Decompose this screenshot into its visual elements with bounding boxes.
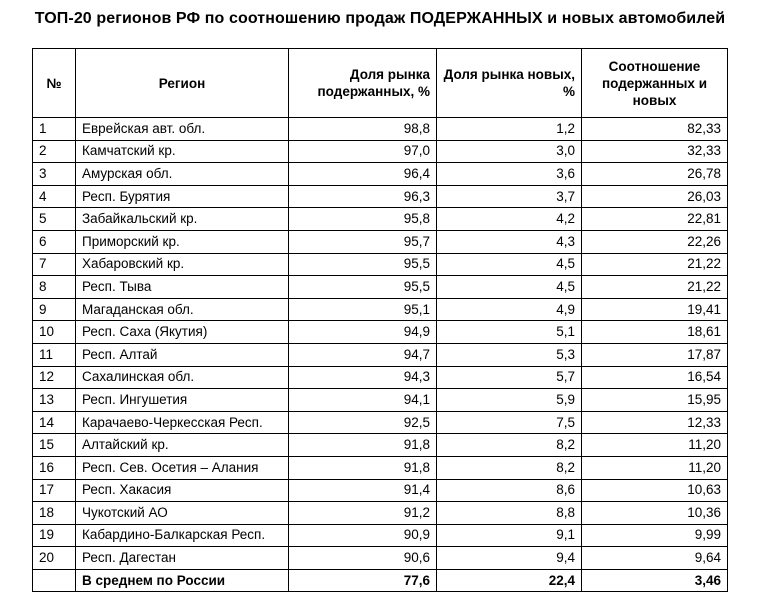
cell-number: 6 bbox=[33, 230, 76, 253]
cell-region: Алтайский кр. bbox=[76, 434, 289, 457]
cell-ratio: 82,33 bbox=[582, 118, 728, 141]
cell-region: Респ. Бурятия bbox=[76, 185, 289, 208]
table-row bbox=[33, 434, 728, 457]
cell-region: Камчатский кр. bbox=[76, 140, 289, 163]
cell-ratio: 10,36 bbox=[582, 502, 728, 525]
cell-used-share: 95,5 bbox=[289, 276, 437, 299]
cell-used-share: 91,8 bbox=[289, 456, 437, 479]
average-used-share: 77,6 bbox=[289, 569, 437, 592]
cell-ratio: 15,95 bbox=[582, 389, 728, 412]
cell-ratio: 22,81 bbox=[582, 208, 728, 231]
cell-number: 2 bbox=[33, 140, 76, 163]
cell-ratio: 11,20 bbox=[582, 434, 728, 457]
cell-new-share: 7,5 bbox=[437, 411, 582, 434]
cell-new-share: 5,3 bbox=[437, 343, 582, 366]
cell-ratio: 26,03 bbox=[582, 185, 728, 208]
cell-region: Амурская обл. bbox=[76, 163, 289, 186]
cell-ratio: 9,64 bbox=[582, 547, 728, 570]
cell-number: 3 bbox=[33, 163, 76, 186]
cell-region: Забайкальский кр. bbox=[76, 208, 289, 231]
cell-region: Кабардино-Балкарская Респ. bbox=[76, 524, 289, 547]
cell-number: 19 bbox=[33, 524, 76, 547]
table-row bbox=[33, 140, 728, 163]
cell-new-share: 4,5 bbox=[437, 253, 582, 276]
cell-region: Приморский кр. bbox=[76, 230, 289, 253]
cell-used-share: 96,3 bbox=[289, 185, 437, 208]
cell-number: 11 bbox=[33, 343, 76, 366]
cell-new-share: 8,6 bbox=[437, 479, 582, 502]
cell-new-share: 8,8 bbox=[437, 502, 582, 525]
table-header-row bbox=[33, 49, 728, 118]
cell-new-share: 8,2 bbox=[437, 434, 582, 457]
cell-region: Магаданская обл. bbox=[76, 298, 289, 321]
cell-used-share: 96,4 bbox=[289, 163, 437, 186]
cell-used-share: 92,5 bbox=[289, 411, 437, 434]
header-used-share: Доля рынка подержанных, % bbox=[289, 49, 437, 118]
cell-number: 8 bbox=[33, 276, 76, 299]
cell-ratio: 21,22 bbox=[582, 276, 728, 299]
cell-new-share: 3,6 bbox=[437, 163, 582, 186]
table-row bbox=[33, 253, 728, 276]
cell-ratio: 17,87 bbox=[582, 343, 728, 366]
cell-region: Респ. Дагестан bbox=[76, 547, 289, 570]
cell-number: 9 bbox=[33, 298, 76, 321]
cell-number: 5 bbox=[33, 208, 76, 231]
cell-used-share: 94,9 bbox=[289, 321, 437, 344]
cell-number-empty bbox=[33, 569, 76, 592]
table-row bbox=[33, 163, 728, 186]
cell-new-share: 1,2 bbox=[437, 118, 582, 141]
cell-used-share: 95,1 bbox=[289, 298, 437, 321]
cell-used-share: 95,5 bbox=[289, 253, 437, 276]
table-row bbox=[33, 185, 728, 208]
average-label: В среднем по России bbox=[76, 569, 289, 592]
cell-region: Еврейская авт. обл. bbox=[76, 118, 289, 141]
cell-used-share: 95,7 bbox=[289, 230, 437, 253]
cell-used-share: 97,0 bbox=[289, 140, 437, 163]
cell-new-share: 4,9 bbox=[437, 298, 582, 321]
cell-ratio: 32,33 bbox=[582, 140, 728, 163]
cell-region: Респ. Саха (Якутия) bbox=[76, 321, 289, 344]
cell-ratio: 19,41 bbox=[582, 298, 728, 321]
table-row bbox=[33, 118, 728, 141]
table-row bbox=[33, 343, 728, 366]
table-row bbox=[33, 208, 728, 231]
cell-number: 7 bbox=[33, 253, 76, 276]
cell-number: 20 bbox=[33, 547, 76, 570]
cell-used-share: 90,9 bbox=[289, 524, 437, 547]
table-row bbox=[33, 230, 728, 253]
cell-region: Респ. Сев. Осетия – Алания bbox=[76, 456, 289, 479]
table-body bbox=[33, 118, 728, 592]
header-region: Регион bbox=[76, 49, 289, 118]
cell-new-share: 8,2 bbox=[437, 456, 582, 479]
cell-number: 13 bbox=[33, 389, 76, 412]
cell-used-share: 94,1 bbox=[289, 389, 437, 412]
cell-region: Хабаровский кр. bbox=[76, 253, 289, 276]
cell-new-share: 5,7 bbox=[437, 366, 582, 389]
cell-number: 1 bbox=[33, 118, 76, 141]
cell-region: Респ. Тыва bbox=[76, 276, 289, 299]
table-row bbox=[33, 456, 728, 479]
table-row bbox=[33, 276, 728, 299]
cell-used-share: 94,7 bbox=[289, 343, 437, 366]
cell-ratio: 21,22 bbox=[582, 253, 728, 276]
cell-used-share: 91,2 bbox=[289, 502, 437, 525]
table-row bbox=[33, 298, 728, 321]
cell-number: 10 bbox=[33, 321, 76, 344]
table-row bbox=[33, 389, 728, 412]
cell-new-share: 4,5 bbox=[437, 276, 582, 299]
cell-region: Карачаево-Черкесская Респ. bbox=[76, 411, 289, 434]
regions-table bbox=[32, 48, 728, 592]
cell-new-share: 5,1 bbox=[437, 321, 582, 344]
cell-new-share: 3,0 bbox=[437, 140, 582, 163]
header-new-share: Доля рынка новых, % bbox=[437, 49, 582, 118]
table-row bbox=[33, 502, 728, 525]
cell-ratio: 11,20 bbox=[582, 456, 728, 479]
header-number: № bbox=[33, 49, 76, 118]
table-row bbox=[33, 321, 728, 344]
cell-region: Респ. Хакасия bbox=[76, 479, 289, 502]
cell-used-share: 91,8 bbox=[289, 434, 437, 457]
average-row bbox=[33, 569, 728, 592]
cell-new-share: 9,4 bbox=[437, 547, 582, 570]
cell-used-share: 90,6 bbox=[289, 547, 437, 570]
cell-new-share: 4,3 bbox=[437, 230, 582, 253]
cell-ratio: 26,78 bbox=[582, 163, 728, 186]
cell-region: Сахалинская обл. bbox=[76, 366, 289, 389]
cell-new-share: 5,9 bbox=[437, 389, 582, 412]
cell-new-share: 9,1 bbox=[437, 524, 582, 547]
table-row bbox=[33, 479, 728, 502]
cell-region: Респ. Ингушетия bbox=[76, 389, 289, 412]
cell-new-share: 3,7 bbox=[437, 185, 582, 208]
cell-used-share: 95,8 bbox=[289, 208, 437, 231]
cell-number: 15 bbox=[33, 434, 76, 457]
table-row bbox=[33, 366, 728, 389]
cell-ratio: 10,63 bbox=[582, 479, 728, 502]
cell-used-share: 94,3 bbox=[289, 366, 437, 389]
cell-region: Респ. Алтай bbox=[76, 343, 289, 366]
average-new-share: 22,4 bbox=[437, 569, 582, 592]
table-row bbox=[33, 524, 728, 547]
table-row bbox=[33, 411, 728, 434]
cell-number: 18 bbox=[33, 502, 76, 525]
average-ratio: 3,46 bbox=[582, 569, 728, 592]
cell-number: 17 bbox=[33, 479, 76, 502]
cell-used-share: 98,8 bbox=[289, 118, 437, 141]
cell-used-share: 91,4 bbox=[289, 479, 437, 502]
table-row bbox=[33, 547, 728, 570]
cell-number: 4 bbox=[33, 185, 76, 208]
cell-ratio: 9,99 bbox=[582, 524, 728, 547]
header-ratio: Соотношение подержанных и новых bbox=[582, 49, 728, 118]
cell-ratio: 18,61 bbox=[582, 321, 728, 344]
cell-ratio: 16,54 bbox=[582, 366, 728, 389]
cell-new-share: 4,2 bbox=[437, 208, 582, 231]
cell-number: 12 bbox=[33, 366, 76, 389]
cell-ratio: 12,33 bbox=[582, 411, 728, 434]
cell-region: Чукотский АО bbox=[76, 502, 289, 525]
cell-number: 14 bbox=[33, 411, 76, 434]
page-title: ТОП-20 регионов РФ по соотношению продаж ПОДЕРЖАННЫХ и новых автомобилей bbox=[34, 10, 726, 27]
cell-number: 16 bbox=[33, 456, 76, 479]
cell-ratio: 22,26 bbox=[582, 230, 728, 253]
